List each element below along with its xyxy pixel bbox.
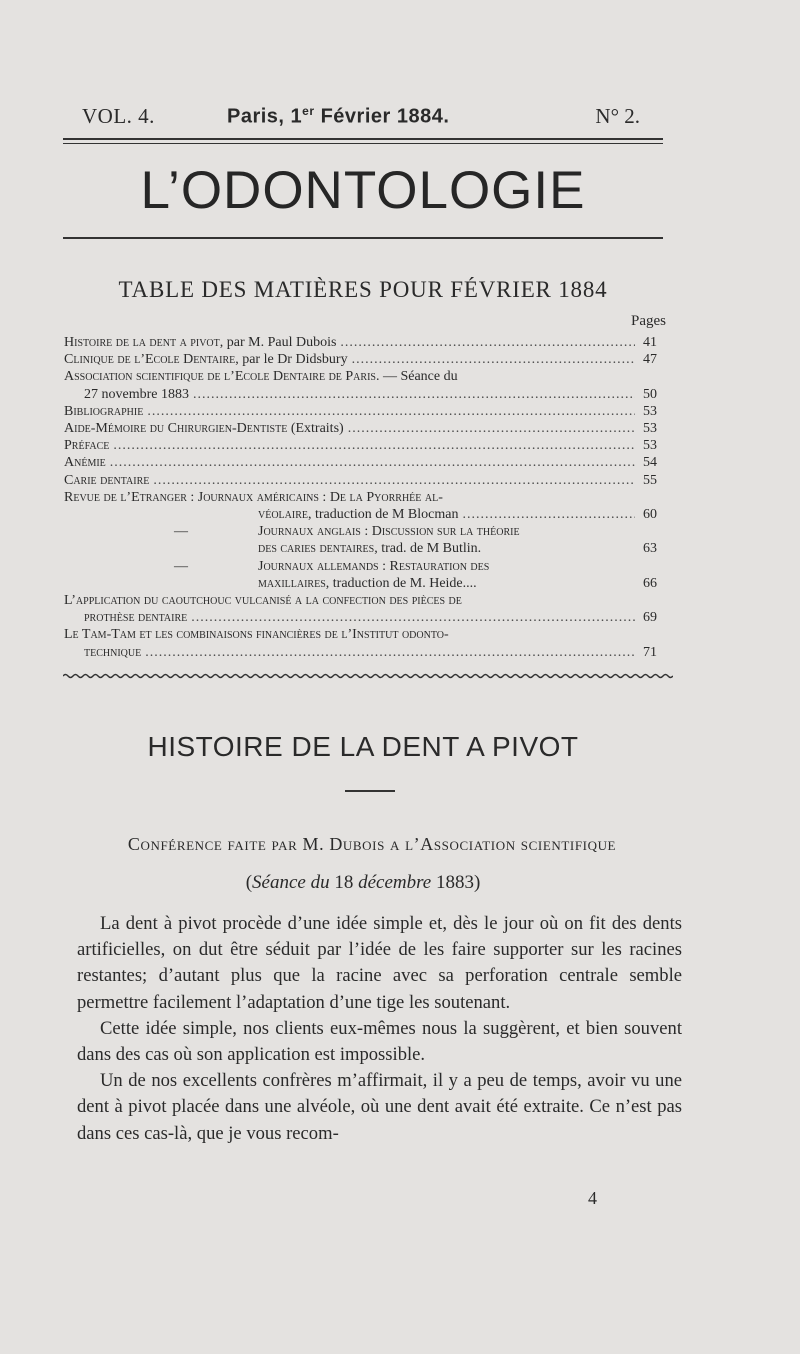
toc-entry-continuation: maxillaires, traduction de M. Heide.... 66 bbox=[258, 575, 657, 591]
toc-entry-revue-sub: — Journaux allemands : Restauration des bbox=[174, 558, 490, 574]
toc-entry-continuation: 27 novembre 1883 ..... 50 bbox=[64, 386, 657, 403]
toc-title: TABLE DES MATIÈRES POUR FÉVRIER 1884 bbox=[118, 277, 608, 302]
toc-entry-continuation: des caries dentaires, trad. de M Butlin. 63 bbox=[258, 541, 657, 557]
toc-entry: Bibliographie ..... 53 bbox=[64, 403, 657, 420]
issue-date: Paris, 1er Février 1884. bbox=[227, 104, 450, 128]
paragraph: La dent à pivot procède d’une idée simple et, dès le jour où on fit des dents artificielles, on dut être séduit par l’idée de les faire supporter sur les racines restantes; d’autant plus que la racine avec sa perforation centrale semble permettre facilement l’adaptation d’une tige les soutenant. bbox=[77, 913, 682, 1013]
toc-entry-revue-sub: — Journaux anglais : Discussion sur la théorie bbox=[174, 524, 520, 540]
toc-entry: Le Tam-Tam et les combinaisons financières de l’Institut odonto- bbox=[64, 627, 449, 643]
toc-entry: Histoire de la dent a pivot, par M. Paul Dubois ..... 41 bbox=[64, 334, 657, 351]
conference-line: Conférence faite par M. Dubois a l’Association scientifique bbox=[127, 834, 617, 854]
title-rule bbox=[63, 237, 663, 239]
title-short-rule bbox=[345, 790, 395, 792]
paragraph: Un de nos excellents confrères m’affirmait, il y a peu de temps, avoir vu une dent à pivot placée dans une alvéole, où une dent avait été extraite. Ce n’est pas dans ces cas-là, que je vous recom- bbox=[77, 1070, 682, 1144]
journal-header bbox=[82, 104, 644, 132]
toc-entry: Anémie ..... 54 bbox=[64, 454, 657, 471]
wavy-divider bbox=[63, 672, 673, 680]
toc-entry: Clinique de l’Ecole Dentaire, par le Dr Didsbury ..... 47 bbox=[64, 351, 657, 368]
toc-entry: Association scientifique de l’Ecole Dentaire de Paris. — Séance du bbox=[64, 369, 458, 385]
paragraph: Cette idée simple, nos clients eux-mêmes nous la suggèrent, et bien souvent dans des cas où son application est impossible. bbox=[77, 1017, 682, 1066]
toc-entry-revue: Revue de l’Etranger : Journaux américains : De la Pyorrhée al- bbox=[64, 489, 443, 505]
toc-entry: Préface ..... 53 bbox=[64, 437, 657, 454]
issue-number: N° 2. bbox=[595, 104, 640, 128]
toc-entry: Carie dentaire ..... 55 bbox=[64, 472, 657, 489]
header-double-rule bbox=[63, 138, 663, 144]
table-of-contents bbox=[64, 334, 657, 661]
article-body bbox=[77, 911, 682, 1147]
journal-title: L’ODONTOLOGIE bbox=[140, 161, 586, 220]
toc-entry-continuation: prothèse dentaire ..... 69 bbox=[64, 609, 657, 626]
article-title: HISTOIRE DE LA DENT A PIVOT bbox=[147, 731, 579, 762]
pages-column-label: Pages bbox=[631, 313, 666, 329]
toc-entry: L’application du caoutchouc vulcanisé a la confection des pièces de bbox=[64, 593, 462, 609]
volume-label: VOL. 4. bbox=[82, 104, 155, 128]
toc-entry-continuation: véolaire, traduction de M Blocman ..... 60 bbox=[64, 506, 657, 523]
toc-entry: Aide-Mémoire du Chirurgien-Dentiste (Extraits) ..... 53 bbox=[64, 420, 657, 437]
toc-entry-continuation: technique ..... 71 bbox=[64, 644, 657, 661]
page-folio: 4 bbox=[588, 1188, 597, 1208]
seance-date: (Séance du 18 décembre 1883) bbox=[245, 872, 481, 893]
